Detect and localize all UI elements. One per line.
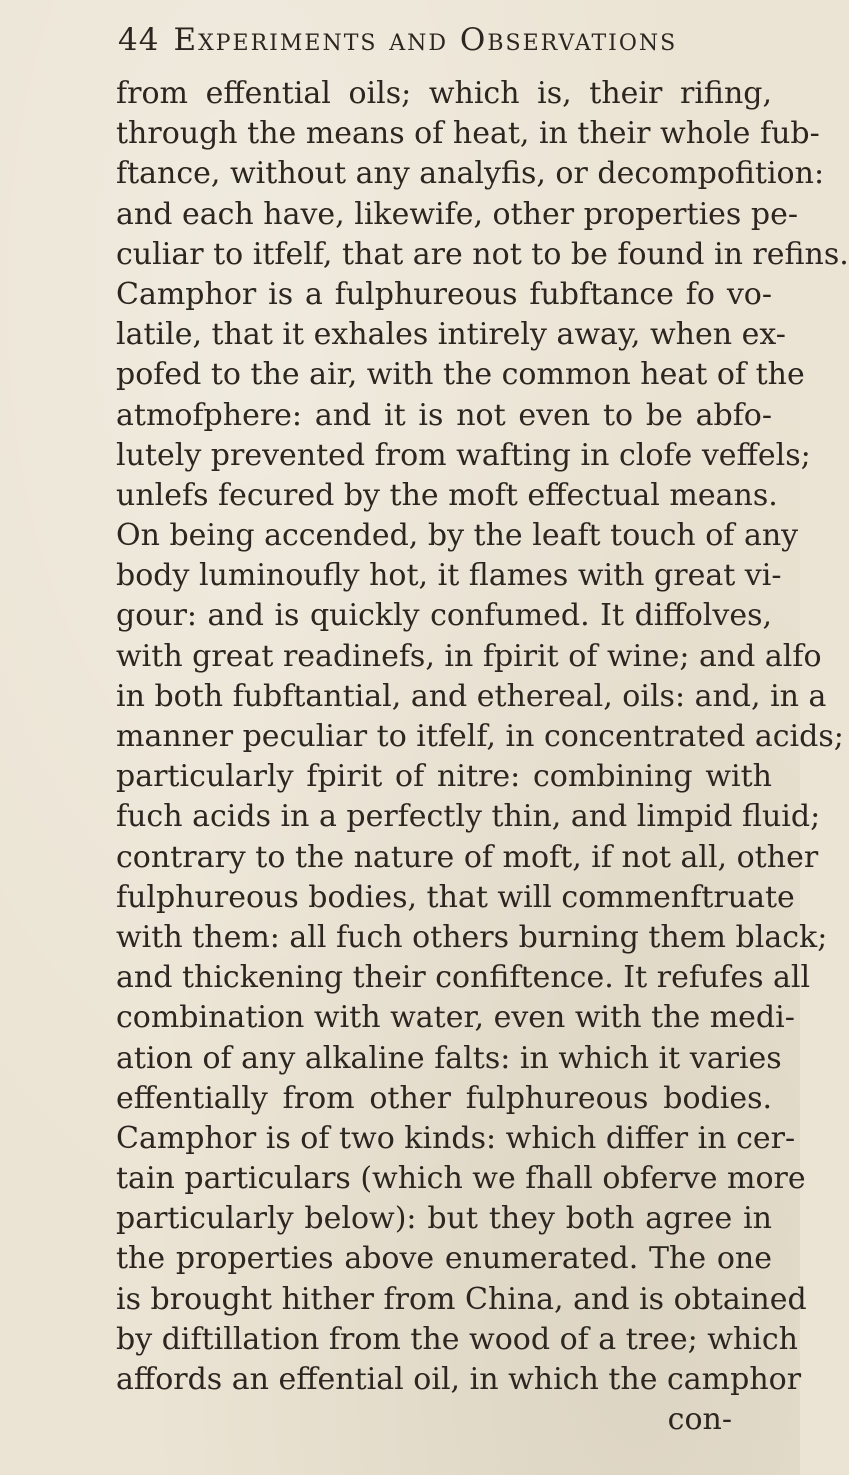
text-line: ation of any alkaline falts: in which it varies [116,1040,782,1076]
text-line: with them: all fuch others burning them black; [116,919,828,955]
text-line: by diftillation from the wood of a tree; which [116,1321,798,1357]
text-line: fulphureous bodies, that will commenftruate [116,879,795,915]
text-line: particularly below): but they both agree in [116,1201,772,1237]
text-line: is brought hither from China, and is obtained [116,1281,807,1317]
text-line: and each have, likewife, other properties pe- [116,196,798,232]
page-header [118,22,758,58]
text-line: atmofphere: and it is not even to be abfo- [116,397,772,433]
text-line: Camphor is a fulphureous fubftance fo vo- [116,276,772,312]
text-line: effentially from other fulphureous bodies. [116,1080,772,1116]
text-line: tain particulars (which we fhall obferve more [116,1161,806,1197]
text-line: from effential oils; which is, their rifing, [116,76,772,111]
body-text [116,74,849,1440]
running-title: Experiments and Observations [173,22,678,58]
text-line: particularly fpirit of nitre: combining with [116,759,772,795]
text-line: combination with water, even with the medi- [116,1000,795,1036]
text-line: affords an effential oil, in which the camphor [116,1362,802,1397]
text-line: through the means of heat, in their whole fub- [116,116,820,152]
text-line: On being accended, by the leaft touch of any [116,518,799,554]
text-line: with great readinefs, in fpirit of wine; and alfo [116,638,822,674]
text-line: in both fubftantial, and ethereal, oils: and, in a [116,678,827,714]
text-line: manner peculiar to itfelf, in concentrated acids; [116,719,844,754]
text-line: contrary to the nature of moft, if not all, other [116,839,819,875]
text-line: lutely prevented from wafting in clofe veffels; [116,437,811,473]
text-line: latile, that it exhales intirely away, when ex- [116,317,786,353]
page-number: 44 [118,22,160,58]
text-line: fuch acids in a perfectly thin, and limpid fluid; [116,799,821,835]
text-line: and thickening their confiftence. It refufes all [116,960,811,996]
text-line: Camphor is of two kinds: which differ in cer- [116,1120,796,1156]
text-line: pofed to the air, with the common heat of the [116,357,805,393]
text-line: ftance, without any analyfis, or decompofition: [116,156,825,192]
text-line: body luminoufly hot, it flames with great vi- [116,558,782,594]
text-line: the properties above enumerated. The one [116,1241,772,1277]
text-line: gour: and is quickly confumed. It diffolves, [116,598,772,634]
catchword: con- [667,1402,732,1438]
text-line: culiar to itfelf, that are not to be found in refins. [116,236,849,272]
text-line: unlefs fecured by the moft effectual means. [116,477,778,513]
